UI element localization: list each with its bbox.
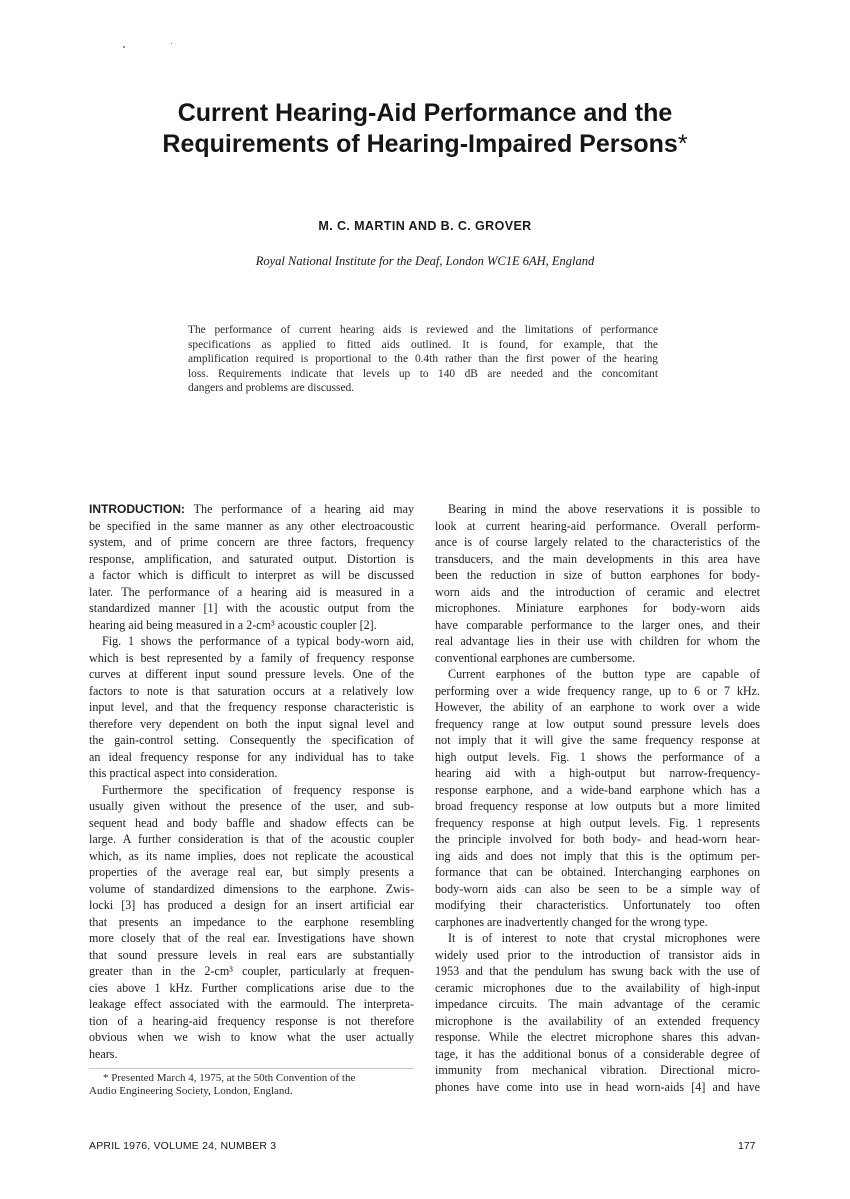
text-line: hearing aid with a high-output but narrow-frequency- bbox=[435, 766, 760, 780]
text-line: input level, and that the frequency response characteristic is bbox=[89, 700, 414, 714]
text-line: more closely that of the real ear. Investigations have shown bbox=[89, 931, 414, 945]
text-line: Fig. 1 shows the performance of a typical body-worn aid, bbox=[102, 634, 414, 648]
scan-speck bbox=[171, 43, 172, 44]
text-line: usually given without the presence of the user, and sub- bbox=[89, 799, 414, 813]
text-line: sequent head and body baffle and shadow effects can be bbox=[89, 815, 414, 830]
text-line: microphones. Miniature earphones for body-worn aids bbox=[435, 601, 760, 615]
text-line: performing over a wide frequency range, up to 6 or 7 kHz. bbox=[435, 683, 760, 698]
text-line: the gain-control setting. Consequently the specification of bbox=[89, 733, 414, 747]
text-line: Bearing in mind the above reservations it is possible to bbox=[448, 502, 760, 516]
text-line: frequency range at low output sound pressure levels does bbox=[435, 716, 760, 731]
text-line: modifying their characteristics. Unfortunately too often bbox=[435, 898, 760, 912]
text-line: look at current hearing-aid performance. Overall perform- bbox=[435, 518, 760, 533]
affiliation: Royal National Institute for the Deaf, London WC1E 6AH, England bbox=[255, 254, 595, 268]
paper-title bbox=[0, 98, 850, 160]
text-line: Current earphones of the button type are capable of bbox=[448, 667, 760, 681]
text-line-body: The performance of a hearing aid may bbox=[185, 502, 414, 516]
abstract-line: amplification required is proportional to the 0.4th rather than the first power of the hearing bbox=[188, 353, 658, 366]
text-line: high output levels. Fig. 1 shows the performance of a bbox=[435, 749, 760, 764]
text-line: broad frequency response at low outputs but a more limited bbox=[435, 799, 760, 813]
text-line: response, amplification, and saturated output. Distortion is bbox=[89, 551, 414, 566]
text-line: carphones are inadvertently changed for the wrong type. bbox=[435, 914, 708, 929]
text-line: transducers, and the main developments in this area have bbox=[435, 551, 760, 566]
text-line bbox=[89, 501, 414, 518]
text-line: 1953 and that the pendulum has swung back with the use of bbox=[435, 964, 760, 978]
text-line: tage, it has the additional bonus of a considerable degree of bbox=[435, 1046, 760, 1061]
text-line: ance is of course largely related to the characteristics of the bbox=[435, 535, 760, 549]
text-line: obvious when we wish to know what the user actually bbox=[89, 1030, 414, 1044]
text-line: response earphone, and a wide-band earphone which has a bbox=[435, 782, 760, 797]
text-line: volume of standardized dimensions to the earphone. Zwis- bbox=[89, 881, 414, 896]
text-line: which, as its name implies, does not replicate the acoustical bbox=[89, 848, 414, 863]
text-line: large. A further consideration is that of the acoustic coupler bbox=[89, 832, 414, 846]
text-line: that sound pressure levels in real ears are substantially bbox=[89, 947, 414, 962]
text-line: worn aids and the introduction of ceramic and electret bbox=[435, 584, 760, 599]
text-line: this practical aspect into consideration. bbox=[89, 766, 278, 780]
text-line: frequency response at high output levels. Fig. 1 represents bbox=[435, 815, 760, 830]
footnote-line-1: * Presented March 4, 1975, at the 50th Convention of the bbox=[103, 1072, 356, 1084]
title-line-1: Current Hearing-Aid Performance and the bbox=[177, 99, 673, 127]
scan-speck bbox=[123, 46, 125, 48]
text-line: It is of interest to note that crystal microphones were bbox=[448, 931, 760, 945]
page-number: 177 bbox=[738, 1140, 756, 1152]
text-line: phones have come into use in head worn-aids [4] and have bbox=[435, 1079, 760, 1094]
abstract-line: dangers and problems are discussed. bbox=[188, 382, 355, 395]
text-line: real advantage lies in their use with children for whom the bbox=[435, 634, 760, 648]
text-line: conventional earphones are cumbersome. bbox=[435, 650, 636, 665]
text-line: formance that can be obtained. Interchanging earphones on bbox=[435, 865, 760, 879]
text-line: microphone is the availability of an extended frequency bbox=[435, 1013, 760, 1028]
right-column bbox=[435, 501, 760, 1095]
left-column bbox=[89, 501, 414, 1062]
text-line: hears. bbox=[89, 1046, 118, 1061]
text-line: be specified in the same manner as any other electroacoustic bbox=[89, 518, 414, 533]
text-line: ing aids and does not imply that this is the optimum per- bbox=[435, 848, 760, 863]
text-line: factors to note is that saturation occurs at a relatively low bbox=[89, 683, 414, 698]
text-line: locki [3] has produced a design for an insert artificial ear bbox=[89, 898, 414, 912]
abstract-line: The performance of current hearing aids is reviewed and the limitations of performance bbox=[188, 324, 658, 336]
text-line: hearing aid being measured in a 2-cm³ acoustic coupler [2]. bbox=[89, 617, 377, 632]
title-footnote-mark: * bbox=[677, 130, 688, 158]
text-line: been the reduction in size of button earphones for body- bbox=[435, 568, 760, 582]
text-line: leakage effect associated with the earmould. The interpreta- bbox=[89, 997, 414, 1011]
journal-footer: APRIL 1976, VOLUME 24, NUMBER 3 bbox=[89, 1140, 277, 1152]
text-line: ceramic microphones due to the availability of high-input bbox=[435, 980, 760, 995]
text-line: widely used prior to the introduction of transistor aids in bbox=[435, 947, 760, 962]
text-line: tion of a hearing-aid frequency response is not therefore bbox=[89, 1013, 414, 1028]
abstract bbox=[188, 323, 658, 396]
text-line: cies above 1 kHz. Further complications arise due to the bbox=[89, 980, 414, 995]
text-line: not imply that it will give the same frequency response at bbox=[435, 733, 760, 747]
text-line: the principle involved for both body- and head-worn hear- bbox=[435, 832, 760, 846]
text-line: standardized manner [1] with the acoustic output from the bbox=[89, 601, 414, 615]
footnote-line-2: Audio Engineering Society, London, England. bbox=[89, 1085, 293, 1097]
title-line-2 bbox=[0, 129, 850, 160]
text-line: an ideal frequency response for any individual has to take bbox=[89, 749, 414, 764]
text-line: later. The performance of a hearing aid is measured in a bbox=[89, 584, 414, 599]
authors: M. C. MARTIN AND B. C. GROVER bbox=[318, 219, 532, 233]
abstract-line: specifications as applied to fitted aids outlined. It is found, for example, that the bbox=[188, 338, 658, 351]
abstract-line: loss. Requirements indicate that levels up to 140 dB are needed and the concomitant bbox=[188, 367, 658, 380]
text-line: body-worn aids can also be seen to be a simple way of bbox=[435, 881, 760, 896]
text-line: response. While the electret microphone shares this advan- bbox=[435, 1030, 760, 1044]
text-line: system, and of prime concern are three factors, frequency bbox=[89, 535, 414, 549]
text-line: therefore very dependent on both the input signal level and bbox=[89, 716, 414, 731]
text-line: immunity from mechanical vibration. Directional micro- bbox=[435, 1063, 760, 1077]
text-line: properties of the average real ear, but simply presents a bbox=[89, 865, 414, 879]
footnote-rule bbox=[89, 1068, 414, 1069]
text-line: curves at different input sound pressure levels. One of the bbox=[89, 667, 414, 681]
text-line: Furthermore the specification of frequency response is bbox=[102, 782, 414, 797]
text-line: greater than in the 2-cm³ coupler, particularly at frequen- bbox=[89, 964, 414, 978]
text-line: However, the ability of an earphone to work over a wide bbox=[435, 700, 760, 714]
text-line: which is best represented by a family of frequency response bbox=[89, 650, 414, 665]
text-line: have comparable performance to the larger ones, and their bbox=[435, 617, 760, 632]
text-line: impedance circuits. The main advantage of the ceramic bbox=[435, 997, 760, 1011]
text-line: that presents an impedance to the earphone resembling bbox=[89, 914, 414, 929]
title-line-2-text: Requirements of Hearing-Impaired Persons bbox=[162, 130, 678, 158]
footnote bbox=[89, 1072, 414, 1098]
text-line: a factor which is difficult to interpret as will be discussed bbox=[89, 568, 414, 582]
section-heading: INTRODUCTION: bbox=[89, 502, 185, 516]
